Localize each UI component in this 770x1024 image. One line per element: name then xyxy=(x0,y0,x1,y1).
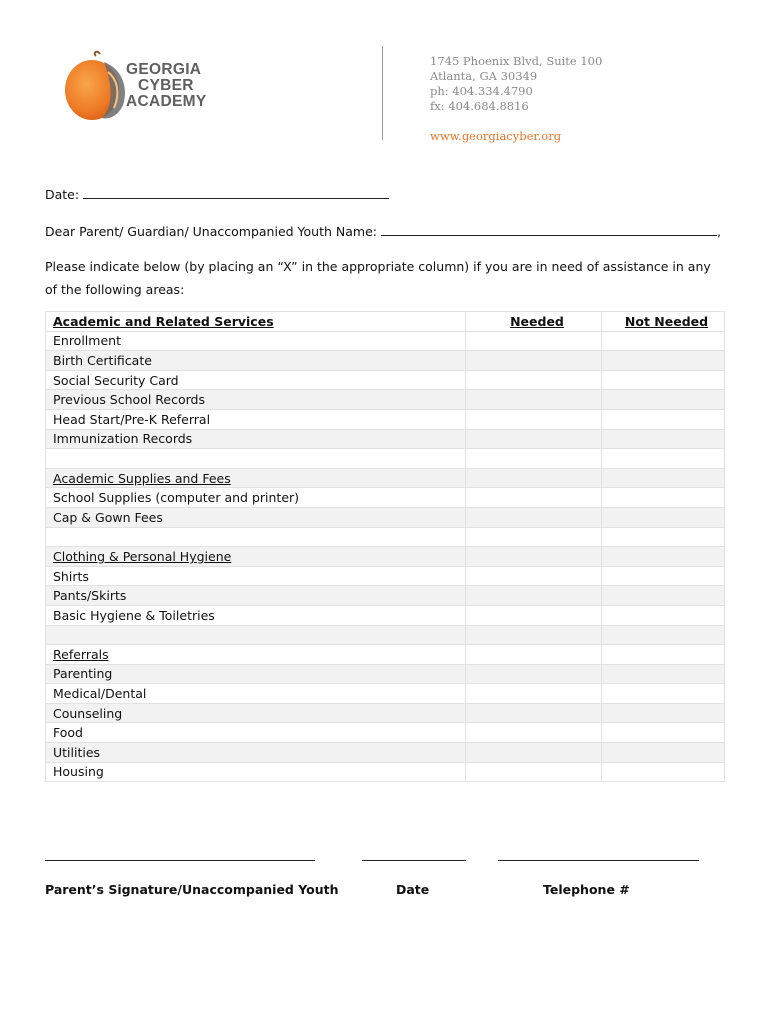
table-row xyxy=(46,586,725,606)
header-divider xyxy=(382,46,383,140)
needed-cell[interactable] xyxy=(466,703,602,723)
needed-cell[interactable] xyxy=(466,547,602,567)
not-needed-cell[interactable] xyxy=(602,723,725,743)
section-label: Referrals xyxy=(46,645,466,665)
not-needed-cell[interactable] xyxy=(602,390,725,410)
service-label: Utilities xyxy=(46,743,466,763)
header-services: Academic and Related Services xyxy=(46,312,466,332)
service-label: Shirts xyxy=(46,566,466,586)
section-header-row xyxy=(46,468,725,488)
table-row xyxy=(46,488,725,508)
needed-cell[interactable] xyxy=(466,645,602,665)
section-label: Academic Supplies and Fees xyxy=(46,468,466,488)
service-label: School Supplies (computer and printer) xyxy=(46,488,466,508)
needed-cell[interactable] xyxy=(466,605,602,625)
instructions-text: Please indicate below (by placing an “X” in the appropriate column) if you are in need of assistance in any of the following areas: xyxy=(45,259,711,297)
table-row xyxy=(46,429,725,449)
needed-cell[interactable] xyxy=(466,351,602,371)
date-row xyxy=(45,186,389,202)
table-row xyxy=(46,351,725,371)
not-needed-cell[interactable] xyxy=(602,566,725,586)
needed-cell[interactable] xyxy=(466,390,602,410)
needed-cell[interactable] xyxy=(466,684,602,704)
needed-cell[interactable] xyxy=(466,625,602,645)
table-row xyxy=(46,605,725,625)
not-needed-cell[interactable] xyxy=(602,409,725,429)
needed-cell[interactable] xyxy=(466,468,602,488)
date-field[interactable] xyxy=(83,186,389,199)
not-needed-cell[interactable] xyxy=(602,625,725,645)
not-needed-cell[interactable] xyxy=(602,762,725,782)
assistance-table xyxy=(45,311,725,782)
service-label: Food xyxy=(46,723,466,743)
service-label: Immunization Records xyxy=(46,429,466,449)
not-needed-cell[interactable] xyxy=(602,449,725,469)
table-row xyxy=(46,762,725,782)
needed-cell[interactable] xyxy=(466,370,602,390)
not-needed-cell[interactable] xyxy=(602,605,725,625)
needed-cell[interactable] xyxy=(466,527,602,547)
needed-cell[interactable] xyxy=(466,409,602,429)
name-field[interactable] xyxy=(381,223,717,236)
service-label: Head Start/Pre-K Referral xyxy=(46,409,466,429)
service-label: Counseling xyxy=(46,703,466,723)
needed-cell[interactable] xyxy=(466,743,602,763)
address-block xyxy=(430,54,602,144)
website-link[interactable]: www.georgiacyber.org xyxy=(430,129,562,143)
service-label: Birth Certificate xyxy=(46,351,466,371)
needed-cell[interactable] xyxy=(466,449,602,469)
not-needed-cell[interactable] xyxy=(602,370,725,390)
needed-cell[interactable] xyxy=(466,566,602,586)
not-needed-cell[interactable] xyxy=(602,468,725,488)
logo-line-academy: ACADEMY xyxy=(126,93,207,110)
section-header-row xyxy=(46,547,725,567)
table-row xyxy=(46,743,725,763)
service-label: Parenting xyxy=(46,664,466,684)
not-needed-cell[interactable] xyxy=(602,331,725,351)
needed-cell[interactable] xyxy=(466,488,602,508)
not-needed-cell[interactable] xyxy=(602,429,725,449)
table-row xyxy=(46,409,725,429)
not-needed-cell[interactable] xyxy=(602,488,725,508)
section-label: Clothing & Personal Hygiene xyxy=(46,547,466,567)
address-line: 1745 Phoenix Blvd, Suite 100 xyxy=(430,54,603,68)
telephone-label: Telephone # xyxy=(543,882,630,897)
table-row xyxy=(46,684,725,704)
needed-cell[interactable] xyxy=(466,664,602,684)
not-needed-cell[interactable] xyxy=(602,664,725,684)
service-label xyxy=(46,527,466,547)
telephone-field[interactable] xyxy=(498,850,699,861)
table-row xyxy=(46,527,725,547)
table-row xyxy=(46,390,725,410)
not-needed-cell[interactable] xyxy=(602,527,725,547)
not-needed-cell[interactable] xyxy=(602,645,725,665)
service-label xyxy=(46,625,466,645)
table-row xyxy=(46,507,725,527)
table-row xyxy=(46,625,725,645)
not-needed-cell[interactable] xyxy=(602,586,725,606)
fax-line: fx: 404.684.8816 xyxy=(430,99,529,113)
table-row xyxy=(46,566,725,586)
logo-line-cyber: CYBER xyxy=(138,77,194,94)
name-row xyxy=(45,223,721,239)
address-line: Atlanta, GA 30349 xyxy=(430,69,538,83)
needed-cell[interactable] xyxy=(466,429,602,449)
not-needed-cell[interactable] xyxy=(602,743,725,763)
table-row xyxy=(46,723,725,743)
date-label: Date: xyxy=(45,187,80,202)
table-row xyxy=(46,703,725,723)
needed-cell[interactable] xyxy=(466,762,602,782)
table-header-row xyxy=(46,312,725,332)
logo-line-georgia: GEORGIA xyxy=(126,61,202,78)
not-needed-cell[interactable] xyxy=(602,351,725,371)
service-label: Medical/Dental xyxy=(46,684,466,704)
service-label: Housing xyxy=(46,762,466,782)
needed-cell[interactable] xyxy=(466,331,602,351)
parent-signature-field[interactable] xyxy=(45,850,315,861)
header-not-needed: Not Needed xyxy=(602,312,725,332)
table-row xyxy=(46,331,725,351)
service-label: Basic Hygiene & Toiletries xyxy=(46,605,466,625)
parent-signature-label: Parent’s Signature/Unaccompanied Youth xyxy=(45,882,339,897)
phone-line: ph: 404.334.4790 xyxy=(430,84,533,98)
service-label xyxy=(46,449,466,469)
service-label: Previous School Records xyxy=(46,390,466,410)
logo-wordmark xyxy=(126,62,206,110)
not-needed-cell[interactable] xyxy=(602,703,725,723)
header-needed: Needed xyxy=(466,312,602,332)
service-label: Social Security Card xyxy=(46,370,466,390)
not-needed-cell[interactable] xyxy=(602,507,725,527)
not-needed-cell[interactable] xyxy=(602,547,725,567)
service-label: Pants/Skirts xyxy=(46,586,466,606)
date-signature-label: Date xyxy=(396,882,430,897)
needed-cell[interactable] xyxy=(466,507,602,527)
table-row xyxy=(46,370,725,390)
name-label: Dear Parent/ Guardian/ Unaccompanied Youth Name: xyxy=(45,224,377,239)
section-header-row xyxy=(46,645,725,665)
service-label: Cap & Gown Fees xyxy=(46,507,466,527)
table-row xyxy=(46,664,725,684)
needed-cell[interactable] xyxy=(466,586,602,606)
signature-date-field[interactable] xyxy=(362,850,466,861)
not-needed-cell[interactable] xyxy=(602,684,725,704)
needed-cell[interactable] xyxy=(466,723,602,743)
table-row xyxy=(46,449,725,469)
service-label: Enrollment xyxy=(46,331,466,351)
name-suffix: , xyxy=(716,224,721,239)
